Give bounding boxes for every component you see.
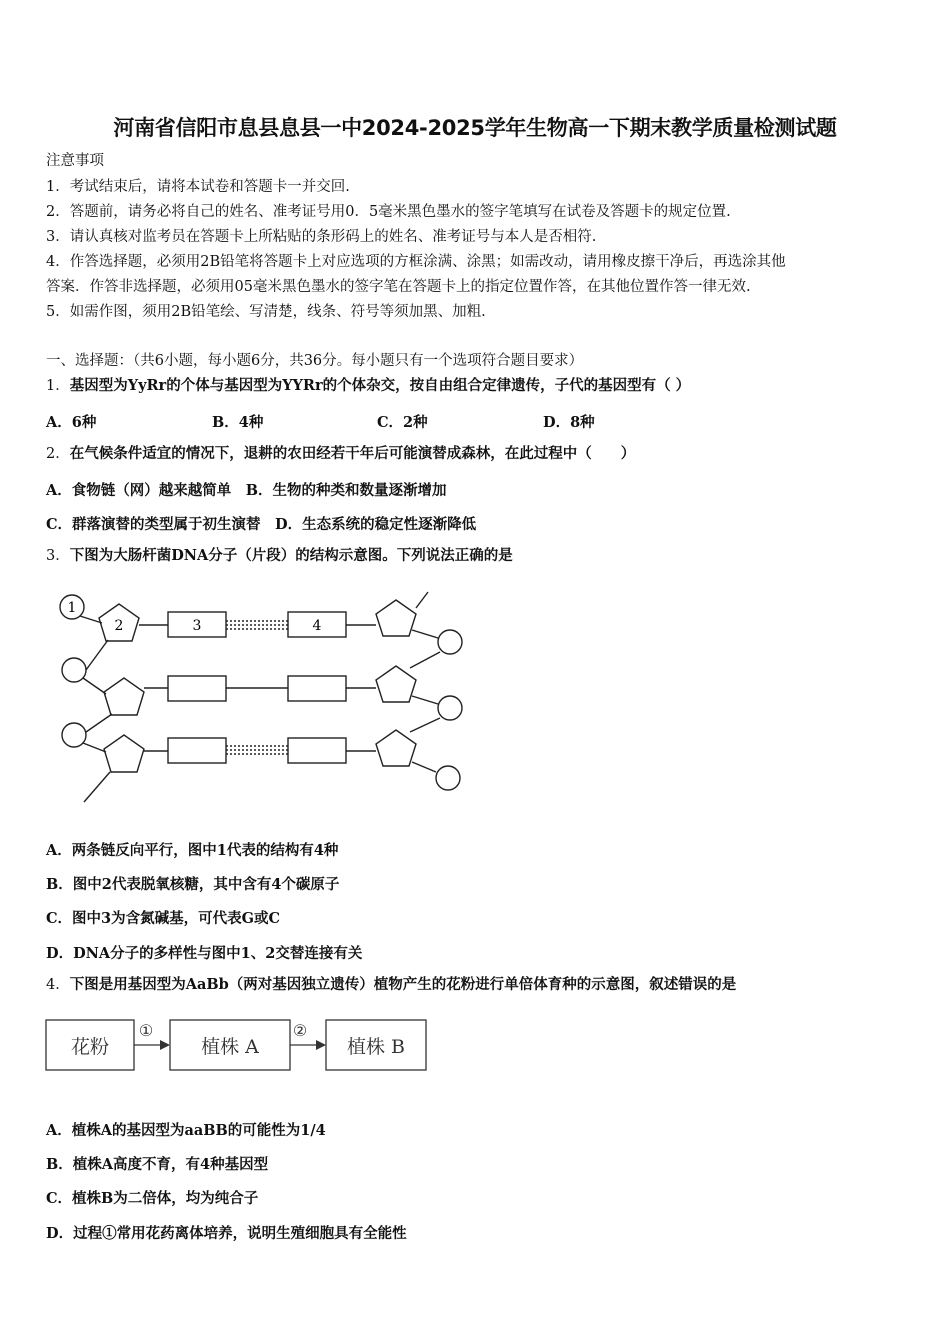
deoxyribose-pentagon	[376, 600, 416, 636]
q1-option-c: C．2种	[377, 414, 428, 431]
phosphate-circle	[438, 696, 462, 720]
q2-option-cd: C．群落演替的类型属于初生演替 D．生态系统的稳定性逐渐降低	[46, 516, 477, 533]
phosphate-circle	[62, 723, 86, 747]
q1-option-b: B．4种	[212, 414, 264, 431]
notice-item: 5．如需作图，须用2B铅笔绘、写清楚，线条、符号等须加黑、加粗.	[46, 304, 486, 320]
question-stem: 基因型为YyRr的个体与基因型为YYRr的个体杂交，按自由组合定律遗传，子代的基因型有（ ）	[69, 377, 691, 394]
notice-item: 答案．作答非选择题，必须用05毫米黑色墨水的签字笔在答题卡上的指定位置作答，在其他位置作答一律无效.	[46, 279, 751, 295]
question-4	[46, 976, 736, 994]
q4-option-c: C．植株B为二倍体，均为纯合子	[46, 1190, 259, 1207]
deoxyribose-pentagon	[376, 730, 416, 766]
q1-option-d: D．8种	[543, 414, 595, 431]
q3-option-d: D．DNA分子的多样性与图中1、2交替连接有关	[46, 945, 363, 962]
question-1	[46, 377, 690, 395]
question-stem: 在气候条件适宜的情况下，退耕的农田经若干年后可能演替成森林，在此过程中（ ）	[69, 445, 636, 462]
phosphate-circle	[438, 630, 462, 654]
question-stem: 下图为大肠杆菌DNA分子（片段）的结构示意图。下列说法正确的是	[69, 547, 513, 564]
q3-option-b: B．图中2代表脱氧核糖，其中含有4个碳原子	[46, 876, 340, 893]
diagram-label-1: 1	[67, 600, 77, 616]
phosphate-circle	[62, 658, 86, 682]
q3-option-a: A．两条链反向平行，图中1代表的结构有4种	[46, 842, 339, 859]
dna-structure-diagram	[50, 590, 470, 812]
question-number: 1．	[46, 378, 70, 394]
question-number: 2．	[46, 446, 70, 462]
base-rect	[288, 738, 346, 763]
flow-box-plant-b: 植株 B	[346, 1036, 406, 1058]
diagram-label-3: 3	[192, 618, 202, 634]
deoxyribose-pentagon	[104, 735, 144, 772]
q4-option-a: A．植株A的基因型为aaBB的可能性为1/4	[46, 1122, 326, 1139]
q3-option-c: C．图中3为含氮碱基，可代表G或C	[46, 910, 281, 927]
notice-heading: 注意事项	[46, 153, 104, 169]
base-rect	[168, 676, 226, 701]
flow-box-plant-a: 植株 A	[201, 1036, 259, 1058]
diagram-label-2: 2	[114, 618, 124, 634]
question-3	[46, 547, 513, 565]
diagram-label-4: 4	[312, 618, 322, 634]
question-stem: 下图是用基因型为AaBb（两对基因独立遗传）植物产生的花粉进行单倍体育种的示意图，叙述错误的是	[69, 976, 737, 993]
question-number: 4．	[46, 977, 70, 993]
base-rect	[168, 738, 226, 763]
base-rect	[288, 676, 346, 701]
q2-option-ab: A．食物链（网）越来越简单 B．生物的种类和数量逐渐增加	[46, 482, 447, 499]
deoxyribose-pentagon	[376, 666, 416, 702]
flow-step-2: ②	[292, 1021, 308, 1040]
flow-box-pollen: 花粉	[70, 1036, 110, 1058]
notice-item: 1．考试结束后，请将本试卷和答题卡一并交回.	[46, 179, 350, 195]
breeding-flow-diagram	[44, 1016, 434, 1076]
q1-option-a: A．6种	[46, 414, 97, 431]
notice-item: 4．作答选择题，必须用2B铅笔将答题卡上对应选项的方框涂满、涂黑；如需改动，请用橡皮擦干净后，再选涂其他	[46, 254, 786, 270]
question-2	[46, 445, 635, 463]
q4-option-b: B．植株A高度不育，有4种基因型	[46, 1156, 269, 1173]
section-heading: 一、选择题：（共6小题，每小题6分，共36分。每小题只有一个选项符合题目要求）	[46, 353, 584, 369]
phosphate-circle	[436, 766, 460, 790]
deoxyribose-pentagon	[104, 678, 144, 715]
flow-step-1: ①	[138, 1021, 154, 1040]
question-number: 3．	[46, 548, 70, 564]
page-title: 河南省信阳市息县息县一中2024-2025学年生物高一下期末教学质量检测试题	[113, 116, 837, 140]
q4-option-d: D．过程①常用花药离体培养，说明生殖细胞具有全能性	[46, 1225, 407, 1242]
notice-item: 3．请认真核对监考员在答题卡上所粘贴的条形码上的姓名、准考证号与本人是否相符.	[46, 229, 597, 245]
notice-item: 2．答题前，请务必将自己的姓名、准考证号用0．5毫米黑色墨水的签字笔填写在试卷及答题卡的规定位置.	[46, 204, 731, 220]
